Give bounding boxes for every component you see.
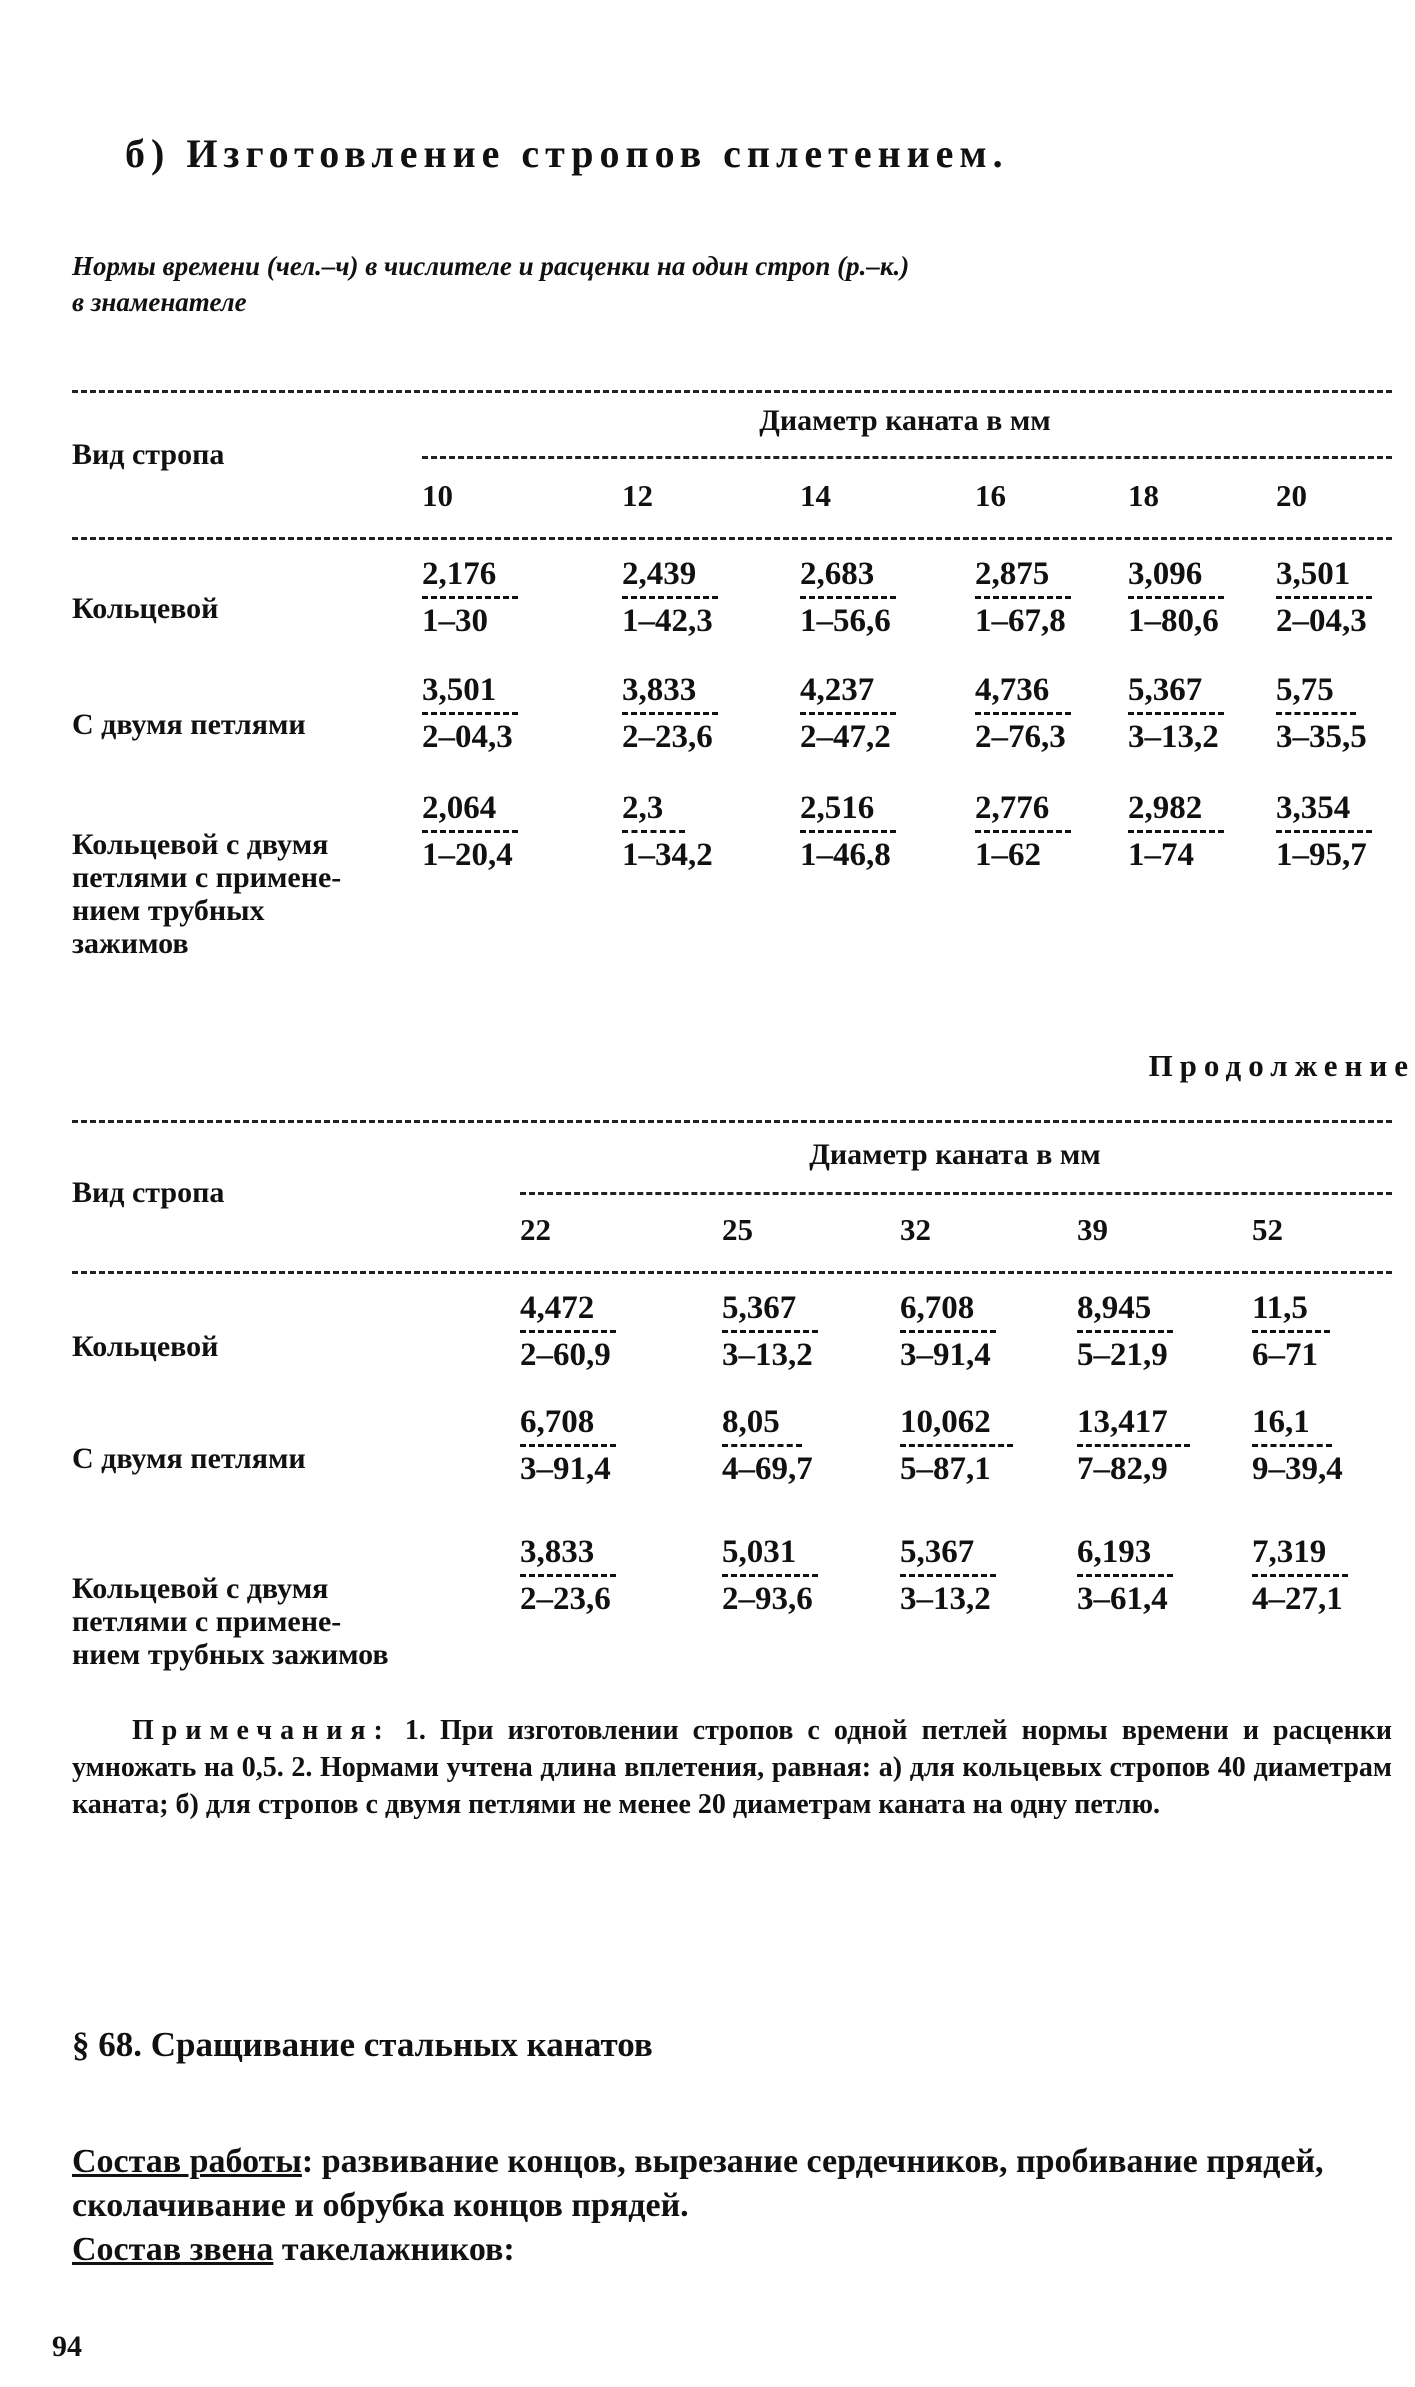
table2-row2-label: С двумя петлями [72,1442,306,1475]
crew-composition [72,2228,1392,2272]
page-number: 94 [52,2330,82,2363]
table1-group-header: Диаметр каната в мм [759,404,1051,437]
table2-r2-c5: $\frac{16,1}{9-39,4}$ [1252,1400,1343,1491]
table1-row1-label: Кольцевой [72,592,219,625]
continuation-label: Продолжение [1148,1048,1415,1083]
work-description [72,2140,1392,2272]
table2-top-rule [72,1120,1392,1123]
table2-r1-c2: $\frac{5,367}{3-13,2}$ [722,1286,818,1377]
table2-r1-c5: $\frac{11,5}{6-71}$ [1252,1286,1330,1377]
table1-r1-c6: $\frac{3,501}{2-04,3}$ [1276,552,1372,643]
caption-line-2: в знаменателе [72,287,247,317]
table1-r2-c6: $\frac{5,75}{3-35,5}$ [1276,668,1367,759]
notes-text: 1. При изготовлении стропов с одной петлей нормы времени и расценки умножать на 0,5. 2. Нормами учтена длина вплетения, равная: а) для кольцевых стропов 40 диаметрам каната; б) для стропов с двумя петлями не менее 20 диаметрам каната на одну петлю. [72,1715,1393,1820]
table1-col-12: 12 [622,478,653,513]
table2-r3-c2: $\frac{5,031}{2-93,6}$ [722,1530,818,1621]
table1-header-rule [72,537,1392,540]
work-label: Состав работы [72,2143,302,2180]
notes-label: Примечания: [132,1715,391,1746]
table2-r1-c4: $\frac{8,945}{5-21,9}$ [1077,1286,1173,1377]
table1-r3-c5: $\frac{2,982}{1-74}$ [1128,786,1224,877]
table2-r2-c2: $\frac{8,05}{4-69,7}$ [722,1400,813,1491]
table1-r2-c1: $\frac{3,501}{2-04,3}$ [422,668,518,759]
caption-line-1: Нормы времени (чел.–ч) в числителе и расценки на один строп (р.–к.) [72,251,910,281]
table1-row3-label-line1: Кольцевой с двумя [72,828,329,861]
table2-r3-c4: $\frac{6,193}{3-61,4}$ [1077,1530,1173,1621]
table1-col-14: 14 [800,478,831,513]
table2-col-39: 39 [1077,1212,1108,1247]
table2-r3-c1: $\frac{3,833}{2-23,6}$ [520,1530,616,1621]
table1-col-20: 20 [1276,478,1307,513]
table2-group-rule [520,1192,1392,1195]
table2-row1-label: Кольцевой [72,1330,219,1363]
table2-r3-c3: $\frac{5,367}{3-13,2}$ [900,1530,996,1621]
table1-r2-c2: $\frac{3,833}{2-23,6}$ [622,668,718,759]
table1-r3-c3: $\frac{2,516}{1-46,8}$ [800,786,896,877]
table2-r2-c3: $\frac{10,062}{5-87,1}$ [900,1400,1013,1491]
table2-r1-c3: $\frac{6,708}{3-91,4}$ [900,1286,996,1377]
work-composition [72,2140,1392,2228]
table1-r1-c5: $\frac{3,096}{1-80,6}$ [1128,552,1224,643]
table2-row3-label-line2: петлями с примене- [72,1605,342,1638]
table1-r3-c6: $\frac{3,354}{1-95,7}$ [1276,786,1372,877]
table2-r3-c5: $\frac{7,319}{4-27,1}$ [1252,1530,1348,1621]
table1-r1-c4: $\frac{2,875}{1-67,8}$ [975,552,1071,643]
table1-group-rule [422,456,1392,459]
table1-r3-c2: $\frac{2,3}{1-34,2}$ [622,786,713,877]
table2-r2-c4: $\frac{13,417}{7-82,9}$ [1077,1400,1190,1491]
table1-row3-label-line3: нием трубных [72,894,265,927]
table2-r1-c1: $\frac{4,472}{2-60,9}$ [520,1286,616,1377]
table2-r2-c1: $\frac{6,708}{3-91,4}$ [520,1400,616,1491]
table2-row3-label-line1: Кольцевой с двумя [72,1572,329,1605]
table1-r2-c3: $\frac{4,237}{2-47,2}$ [800,668,896,759]
table2-row-header: Вид стропа [72,1176,225,1209]
table1-r1-c3: $\frac{2,683}{1-56,6}$ [800,552,896,643]
table1-col-10: 10 [422,478,453,513]
table1-r1-c2: $\frac{2,439}{1-42,3}$ [622,552,718,643]
crew-label: Состав звена [72,2231,274,2268]
table1-col-18: 18 [1128,478,1159,513]
table-caption [72,248,1272,320]
table1-r3-c4: $\frac{2,776}{1-62}$ [975,786,1071,877]
table1-r2-c4: $\frac{4,736}{2-76,3}$ [975,668,1071,759]
section-title: § 68. Сращивание стальных канатов [72,2025,653,2064]
table1-row2-label: С двумя петлями [72,708,306,741]
table1-r2-c5: $\frac{5,367}{3-13,2}$ [1128,668,1224,759]
table2-header-rule [72,1271,1392,1274]
subsection-heading: б) Изготовление стропов сплетением. [125,131,1009,176]
table2-row3-label [72,1572,389,1671]
work-text: : развивание концов, вырезание сердечников, пробивание прядей, сколачивание и обрубка концов прядей. [72,2143,1324,2224]
table2-col-32: 32 [900,1212,931,1247]
table1-col-16: 16 [975,478,1006,513]
table2-col-25: 25 [722,1212,753,1247]
table2-col-52: 52 [1252,1212,1283,1247]
table2-col-22: 22 [520,1212,551,1247]
table-notes [72,1712,1392,1823]
table2-group-header: Диаметр каната в мм [809,1138,1101,1171]
crew-text: такелажников: [273,2231,515,2268]
table1-r3-c1: $\frac{2,064}{1-20,4}$ [422,786,518,877]
table1-row-header: Вид стропа [72,438,225,471]
table1-r1-c1: $\frac{2,176}{1-30}$ [422,552,518,643]
table2-row3-label-line3: нием трубных зажимов [72,1638,389,1671]
table1-row3-label [72,828,341,960]
table1-row3-label-line4: зажимов [72,927,189,960]
table1-row3-label-line2: петлями с примене- [72,861,342,894]
table1-top-rule [72,390,1392,393]
